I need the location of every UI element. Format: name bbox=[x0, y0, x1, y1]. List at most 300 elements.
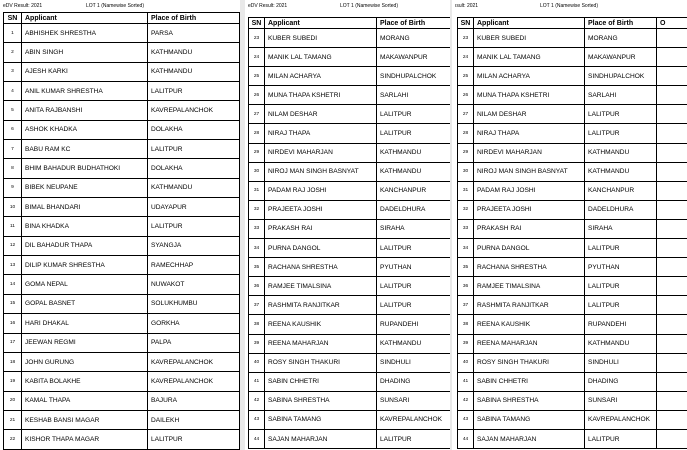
extra-cell bbox=[657, 162, 687, 181]
table-row bbox=[4, 24, 240, 43]
place-of-birth: SARLAHI bbox=[585, 86, 657, 105]
row-sn: 41 bbox=[458, 372, 474, 391]
applicant-name: MUNA THAPA KSHETRI bbox=[474, 86, 585, 105]
place-of-birth: PALPA bbox=[148, 333, 240, 352]
place-of-birth: NUWAKOT bbox=[148, 275, 240, 294]
row-sn: 18 bbox=[4, 352, 22, 371]
row-sn: 32 bbox=[249, 200, 265, 219]
place-of-birth: UDAYAPUR bbox=[148, 198, 240, 217]
extra-cell bbox=[657, 124, 687, 143]
row-sn: 1 bbox=[4, 24, 22, 43]
extra-cell bbox=[657, 239, 687, 258]
place-of-birth: DADELDHURA bbox=[585, 200, 657, 219]
row-sn: 7 bbox=[4, 140, 22, 159]
table-row bbox=[458, 258, 687, 277]
page-header bbox=[0, 0, 240, 12]
table-row bbox=[4, 333, 240, 352]
place-of-birth: KAVREPALANCHOK bbox=[377, 410, 451, 429]
place-of-birth: KAVREPALANCHOK bbox=[148, 352, 240, 371]
header-left: ısult: 2021 bbox=[455, 3, 479, 9]
row-sn: 40 bbox=[458, 353, 474, 372]
table-row bbox=[249, 239, 451, 258]
column-header-place: Place of Birth bbox=[377, 18, 451, 29]
table-row bbox=[4, 294, 240, 313]
applicant-name: ABIN SINGH bbox=[22, 43, 148, 62]
table-row bbox=[458, 162, 687, 181]
applicant-name: SAJAN MAHARJAN bbox=[474, 429, 585, 448]
place-of-birth: RAMECHHAP bbox=[148, 256, 240, 275]
place-of-birth: SIRAHA bbox=[585, 219, 657, 238]
header-left: eDV Result: 2021 bbox=[3, 3, 43, 9]
row-sn: 20 bbox=[4, 391, 22, 410]
place-of-birth: PYUTHAN bbox=[377, 258, 451, 277]
applicant-name: REENA KAUSHIK bbox=[474, 315, 585, 334]
applicant-name: SABIN CHHETRI bbox=[474, 372, 585, 391]
row-sn: 32 bbox=[458, 200, 474, 219]
table-row bbox=[249, 353, 451, 372]
table-row bbox=[249, 315, 451, 334]
row-sn: 23 bbox=[458, 29, 474, 48]
applicant-name: REENA MAHARJAN bbox=[265, 334, 377, 353]
applicant-name: BIMAL BHANDARI bbox=[22, 198, 148, 217]
row-sn: 22 bbox=[4, 430, 22, 449]
table-row bbox=[458, 48, 687, 67]
table-row bbox=[458, 277, 687, 296]
column-header-applicant: Applicant bbox=[265, 18, 377, 29]
table-row bbox=[249, 67, 451, 86]
place-of-birth: LALITPUR bbox=[585, 105, 657, 124]
table-row bbox=[249, 105, 451, 124]
extra-cell bbox=[657, 181, 687, 200]
place-of-birth: LALITPUR bbox=[377, 239, 451, 258]
row-sn: 34 bbox=[458, 239, 474, 258]
table-row bbox=[249, 277, 451, 296]
applicant-name: KAMAL THAPA bbox=[22, 391, 148, 410]
table-row bbox=[249, 181, 451, 200]
table-row bbox=[458, 124, 687, 143]
header-center: LOT 1 (Namewise Sorted) bbox=[86, 3, 144, 9]
row-sn: 26 bbox=[458, 86, 474, 105]
table-header-row bbox=[458, 18, 687, 29]
extra-cell bbox=[657, 143, 687, 162]
row-sn: 42 bbox=[458, 391, 474, 410]
place-of-birth: DOLAKHA bbox=[148, 159, 240, 178]
applicant-table bbox=[457, 17, 687, 449]
place-of-birth: DOLAKHA bbox=[148, 120, 240, 139]
table-row bbox=[4, 140, 240, 159]
place-of-birth: KATHMANDU bbox=[585, 162, 657, 181]
applicant-name: ROSY SINGH THAKURI bbox=[265, 353, 377, 372]
applicant-name: ANITA RAJBANSHI bbox=[22, 101, 148, 120]
applicant-name: BHIM BAHADUR BUDHATHOKI bbox=[22, 159, 148, 178]
table-row bbox=[249, 86, 451, 105]
table-row bbox=[458, 296, 687, 315]
place-of-birth: LALITPUR bbox=[377, 124, 451, 143]
place-of-birth: SYANGJA bbox=[148, 236, 240, 255]
table-row bbox=[4, 62, 240, 81]
applicant-name: PRAKASH RAI bbox=[265, 219, 377, 238]
row-sn: 30 bbox=[249, 162, 265, 181]
table-row bbox=[458, 315, 687, 334]
applicant-name: PADAM RAJ JOSHI bbox=[474, 181, 585, 200]
table-row bbox=[458, 334, 687, 353]
column-header-sn: SN bbox=[4, 13, 22, 24]
applicant-name: RACHANA SHRESTHA bbox=[474, 258, 585, 277]
applicant-name: REENA KAUSHIK bbox=[265, 315, 377, 334]
table-body bbox=[4, 24, 240, 450]
row-sn: 37 bbox=[458, 296, 474, 315]
row-sn: 28 bbox=[458, 124, 474, 143]
row-sn: 24 bbox=[458, 48, 474, 67]
column-header-sn: SN bbox=[249, 18, 265, 29]
extra-cell bbox=[657, 277, 687, 296]
table-row bbox=[249, 391, 451, 410]
row-sn: 27 bbox=[249, 105, 265, 124]
extra-cell bbox=[657, 410, 687, 429]
place-of-birth: SUNSARI bbox=[585, 391, 657, 410]
applicant-name: PURNA DANGOL bbox=[265, 239, 377, 258]
applicant-name: SABINA TAMANG bbox=[474, 410, 585, 429]
applicant-name: ANIL KUMAR SHRESTHA bbox=[22, 82, 148, 101]
place-of-birth: LALITPUR bbox=[585, 277, 657, 296]
applicant-name: JEEWAN REGMI bbox=[22, 333, 148, 352]
document-page-2 bbox=[245, 0, 450, 450]
table-row bbox=[4, 101, 240, 120]
row-sn: 33 bbox=[458, 219, 474, 238]
row-sn: 16 bbox=[4, 314, 22, 333]
extra-cell bbox=[657, 219, 687, 238]
column-header-extra: O bbox=[657, 18, 687, 29]
place-of-birth: KATHMANDU bbox=[148, 178, 240, 197]
row-sn: 6 bbox=[4, 120, 22, 139]
table-row bbox=[4, 178, 240, 197]
row-sn: 14 bbox=[4, 275, 22, 294]
extra-cell bbox=[657, 200, 687, 219]
header-left: eDV Result: 2021 bbox=[248, 3, 288, 9]
applicant-name: GOPAL BASNET bbox=[22, 294, 148, 313]
applicant-name: PRAJEETA JOSHI bbox=[474, 200, 585, 219]
place-of-birth: LALITPUR bbox=[585, 239, 657, 258]
table-row bbox=[249, 162, 451, 181]
applicant-name: HARI DHAKAL bbox=[22, 314, 148, 333]
place-of-birth: LALITPUR bbox=[585, 429, 657, 448]
table-row bbox=[458, 67, 687, 86]
table-row bbox=[458, 410, 687, 429]
table-row bbox=[458, 372, 687, 391]
place-of-birth: LALITPUR bbox=[585, 296, 657, 315]
place-of-birth: RUPANDEHI bbox=[585, 315, 657, 334]
place-of-birth: KATHMANDU bbox=[585, 334, 657, 353]
place-of-birth: KANCHANPUR bbox=[585, 181, 657, 200]
applicant-name: GOMA NEPAL bbox=[22, 275, 148, 294]
applicant-name: RAMJEE TIMALSINA bbox=[474, 277, 585, 296]
applicant-name: BIBEK NEUPANE bbox=[22, 178, 148, 197]
place-of-birth: KATHMANDU bbox=[377, 334, 451, 353]
place-of-birth: LALITPUR bbox=[585, 124, 657, 143]
row-sn: 3 bbox=[4, 62, 22, 81]
row-sn: 25 bbox=[249, 67, 265, 86]
applicant-name: NILAM DESHAR bbox=[474, 105, 585, 124]
applicant-name: MANIK LAL TAMANG bbox=[265, 48, 377, 67]
table-row bbox=[4, 410, 240, 429]
applicant-name: NIRDEVI MAHARJAN bbox=[265, 143, 377, 162]
column-header-sn: SN bbox=[458, 18, 474, 29]
extra-cell bbox=[657, 29, 687, 48]
place-of-birth: SOLUKHUMBU bbox=[148, 294, 240, 313]
applicant-name: KABITA BOLAKHE bbox=[22, 372, 148, 391]
row-sn: 33 bbox=[249, 219, 265, 238]
applicant-name: RAMJEE TIMALSINA bbox=[265, 277, 377, 296]
row-sn: 39 bbox=[249, 334, 265, 353]
place-of-birth: LALITPUR bbox=[148, 217, 240, 236]
applicant-name: KISHOR THAPA MAGAR bbox=[22, 430, 148, 449]
table-row bbox=[4, 120, 240, 139]
place-of-birth: MORANG bbox=[585, 29, 657, 48]
row-sn: 4 bbox=[4, 82, 22, 101]
place-of-birth: LALITPUR bbox=[377, 105, 451, 124]
place-of-birth: DHADING bbox=[585, 372, 657, 391]
table-row bbox=[4, 82, 240, 101]
table-row bbox=[4, 43, 240, 62]
place-of-birth: BAJURA bbox=[148, 391, 240, 410]
applicant-name: NIRDEVI MAHARJAN bbox=[474, 143, 585, 162]
row-sn: 44 bbox=[458, 429, 474, 448]
table-body bbox=[249, 29, 451, 449]
place-of-birth: KATHMANDU bbox=[377, 143, 451, 162]
row-sn: 19 bbox=[4, 372, 22, 391]
table-row bbox=[4, 275, 240, 294]
page-header bbox=[245, 0, 450, 12]
applicant-name: PURNA DANGOL bbox=[474, 239, 585, 258]
applicant-name: KUBER SUBEDI bbox=[474, 29, 585, 48]
row-sn: 27 bbox=[458, 105, 474, 124]
place-of-birth: KAVREPALANCHOK bbox=[148, 372, 240, 391]
extra-cell bbox=[657, 315, 687, 334]
row-sn: 43 bbox=[458, 410, 474, 429]
row-sn: 35 bbox=[249, 258, 265, 277]
row-sn: 35 bbox=[458, 258, 474, 277]
applicant-name: ROSY SINGH THAKURI bbox=[474, 353, 585, 372]
table-row bbox=[458, 429, 687, 448]
row-sn: 26 bbox=[249, 86, 265, 105]
extra-cell bbox=[657, 296, 687, 315]
row-sn: 31 bbox=[249, 181, 265, 200]
applicant-name: MUNA THAPA KSHETRI bbox=[265, 86, 377, 105]
applicant-name: PRAJEETA JOSHI bbox=[265, 200, 377, 219]
table-row bbox=[249, 410, 451, 429]
row-sn: 10 bbox=[4, 198, 22, 217]
table-row bbox=[4, 198, 240, 217]
row-sn: 9 bbox=[4, 178, 22, 197]
table-row bbox=[249, 29, 451, 48]
extra-cell bbox=[657, 372, 687, 391]
table-row bbox=[4, 391, 240, 410]
applicant-table bbox=[248, 17, 450, 449]
document-page-1 bbox=[0, 0, 240, 450]
table-row bbox=[458, 353, 687, 372]
table-row bbox=[458, 391, 687, 410]
row-sn: 38 bbox=[458, 315, 474, 334]
place-of-birth: KATHMANDU bbox=[585, 143, 657, 162]
applicant-name: NIRAJ THAPA bbox=[474, 124, 585, 143]
place-of-birth: MORANG bbox=[377, 29, 451, 48]
table-row bbox=[249, 334, 451, 353]
applicant-name: MANIK LAL TAMANG bbox=[474, 48, 585, 67]
applicant-name: NIROJ MAN SINGH BASNYAT bbox=[474, 162, 585, 181]
place-of-birth: MAKAWANPUR bbox=[585, 48, 657, 67]
extra-cell bbox=[657, 258, 687, 277]
table-header-row bbox=[4, 13, 240, 24]
place-of-birth: SINDHULI bbox=[585, 353, 657, 372]
applicant-name: PADAM RAJ JOSHI bbox=[265, 181, 377, 200]
row-sn: 41 bbox=[249, 372, 265, 391]
applicant-name: RASHMITA RANJITKAR bbox=[474, 296, 585, 315]
row-sn: 29 bbox=[458, 143, 474, 162]
table-row bbox=[249, 219, 451, 238]
table-row bbox=[249, 124, 451, 143]
page-header bbox=[452, 0, 687, 12]
extra-cell bbox=[657, 429, 687, 448]
place-of-birth: SINDHUPALCHOK bbox=[377, 67, 451, 86]
applicant-name: SABINA SHRESTHA bbox=[474, 391, 585, 410]
applicant-table bbox=[3, 12, 240, 450]
row-sn: 40 bbox=[249, 353, 265, 372]
row-sn: 36 bbox=[249, 277, 265, 296]
row-sn: 2 bbox=[4, 43, 22, 62]
row-sn: 30 bbox=[458, 162, 474, 181]
place-of-birth: SUNSARI bbox=[377, 391, 451, 410]
row-sn: 34 bbox=[249, 239, 265, 258]
place-of-birth: LALITPUR bbox=[377, 429, 451, 448]
row-sn: 5 bbox=[4, 101, 22, 120]
applicant-name: AJESH KARKI bbox=[22, 62, 148, 81]
row-sn: 42 bbox=[249, 391, 265, 410]
table-row bbox=[249, 258, 451, 277]
place-of-birth: DADELDHURA bbox=[377, 200, 451, 219]
applicant-name: KESHAB BANSI MAGAR bbox=[22, 410, 148, 429]
place-of-birth: SINDHULI bbox=[377, 353, 451, 372]
row-sn: 36 bbox=[458, 277, 474, 296]
place-of-birth: LALITPUR bbox=[377, 277, 451, 296]
extra-cell bbox=[657, 67, 687, 86]
table-row bbox=[458, 105, 687, 124]
table-row bbox=[4, 372, 240, 391]
table-row bbox=[4, 314, 240, 333]
applicant-name: RACHANA SHRESTHA bbox=[265, 258, 377, 277]
column-header-applicant: Applicant bbox=[474, 18, 585, 29]
row-sn: 25 bbox=[458, 67, 474, 86]
table-row bbox=[249, 429, 451, 448]
row-sn: 24 bbox=[249, 48, 265, 67]
applicant-name: SAJAN MAHARJAN bbox=[265, 429, 377, 448]
table-header-row bbox=[249, 18, 451, 29]
place-of-birth: KAVREPALANCHOK bbox=[585, 410, 657, 429]
applicant-name: DILIP KUMAR SHRESTHA bbox=[22, 256, 148, 275]
row-sn: 17 bbox=[4, 333, 22, 352]
row-sn: 31 bbox=[458, 181, 474, 200]
applicant-name: SABIN CHHETRI bbox=[265, 372, 377, 391]
place-of-birth: SARLAHI bbox=[377, 86, 451, 105]
applicant-name: BINA KHADKA bbox=[22, 217, 148, 236]
place-of-birth: LALITPUR bbox=[148, 82, 240, 101]
applicant-name: DIL BAHADUR THAPA bbox=[22, 236, 148, 255]
row-sn: 8 bbox=[4, 159, 22, 178]
applicant-name: JOHN GURUNG bbox=[22, 352, 148, 371]
applicant-name: NILAM DESHAR bbox=[265, 105, 377, 124]
table-row bbox=[249, 372, 451, 391]
extra-cell bbox=[657, 86, 687, 105]
table-row bbox=[4, 217, 240, 236]
table-row bbox=[249, 200, 451, 219]
applicant-name: MILAN ACHARYA bbox=[265, 67, 377, 86]
column-header-place: Place of Birth bbox=[148, 13, 240, 24]
place-of-birth: SINDHUPALCHOK bbox=[585, 67, 657, 86]
table-row bbox=[4, 430, 240, 449]
applicant-name: REENA MAHARJAN bbox=[474, 334, 585, 353]
extra-cell bbox=[657, 353, 687, 372]
applicant-name: ABHISHEK SHRESTHA bbox=[22, 24, 148, 43]
extra-cell bbox=[657, 391, 687, 410]
applicant-name: NIRAJ THAPA bbox=[265, 124, 377, 143]
table-row bbox=[4, 236, 240, 255]
applicant-name: MILAN ACHARYA bbox=[474, 67, 585, 86]
table-row bbox=[458, 200, 687, 219]
table-row bbox=[458, 86, 687, 105]
table-row bbox=[458, 143, 687, 162]
row-sn: 43 bbox=[249, 410, 265, 429]
applicant-name: SABINA TAMANG bbox=[265, 410, 377, 429]
applicant-name: BABU RAM KC bbox=[22, 140, 148, 159]
row-sn: 28 bbox=[249, 124, 265, 143]
column-header-place: Place of Birth bbox=[585, 18, 657, 29]
header-center: LOT 1 (Namewise Sorted) bbox=[540, 3, 598, 9]
row-sn: 39 bbox=[458, 334, 474, 353]
row-sn: 21 bbox=[4, 410, 22, 429]
row-sn: 12 bbox=[4, 236, 22, 255]
table-row bbox=[458, 239, 687, 258]
place-of-birth: KATHMANDU bbox=[148, 62, 240, 81]
place-of-birth: RUPANDEHI bbox=[377, 315, 451, 334]
place-of-birth: PYUTHAN bbox=[585, 258, 657, 277]
place-of-birth: DAILEKH bbox=[148, 410, 240, 429]
table-row bbox=[458, 29, 687, 48]
header-center: LOT 1 (Namewise Sorted) bbox=[340, 3, 398, 9]
table-row bbox=[249, 296, 451, 315]
applicant-name: SABINA SHRESTHA bbox=[265, 391, 377, 410]
place-of-birth: KANCHANPUR bbox=[377, 181, 451, 200]
extra-cell bbox=[657, 334, 687, 353]
table-row bbox=[249, 143, 451, 162]
table-row bbox=[4, 256, 240, 275]
place-of-birth: MAKAWANPUR bbox=[377, 48, 451, 67]
place-of-birth: LALITPUR bbox=[377, 296, 451, 315]
column-header-applicant: Applicant bbox=[22, 13, 148, 24]
applicant-name: ASHOK KHADKA bbox=[22, 120, 148, 139]
row-sn: 15 bbox=[4, 294, 22, 313]
table-body bbox=[458, 29, 687, 449]
extra-cell bbox=[657, 105, 687, 124]
table-row bbox=[4, 352, 240, 371]
row-sn: 38 bbox=[249, 315, 265, 334]
place-of-birth: LALITPUR bbox=[148, 430, 240, 449]
place-of-birth: GORKHA bbox=[148, 314, 240, 333]
row-sn: 29 bbox=[249, 143, 265, 162]
row-sn: 13 bbox=[4, 256, 22, 275]
table-row bbox=[249, 48, 451, 67]
applicant-name: KUBER SUBEDI bbox=[265, 29, 377, 48]
applicant-name: PRAKASH RAI bbox=[474, 219, 585, 238]
document-page-3 bbox=[452, 0, 687, 450]
